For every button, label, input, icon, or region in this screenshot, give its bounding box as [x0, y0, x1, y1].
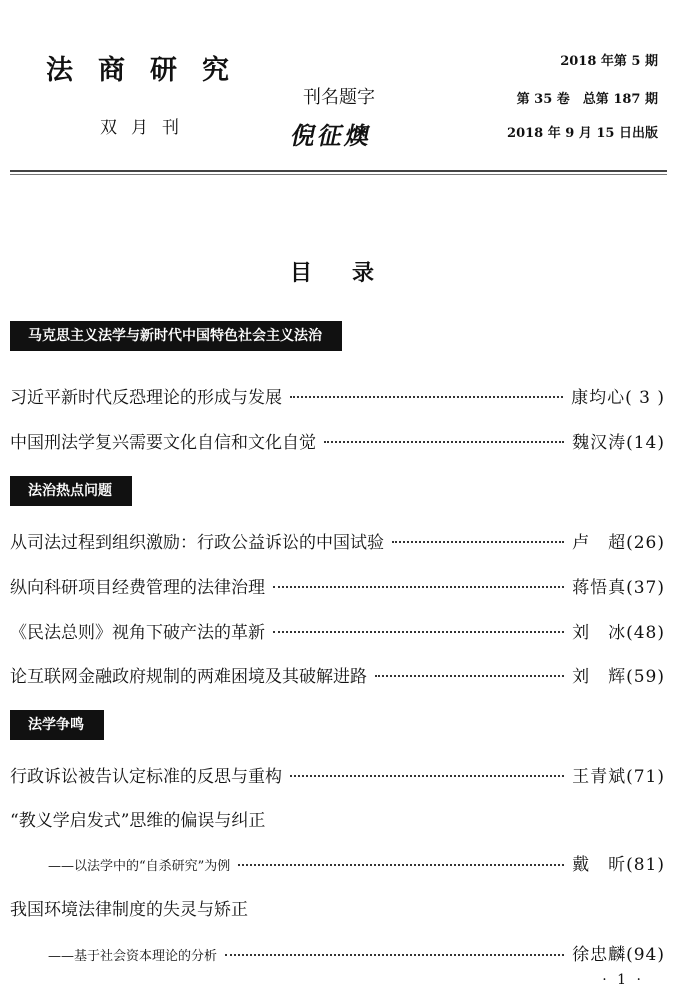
entry-author: 康均心 — [571, 388, 626, 408]
journal-title: 法商研究 — [46, 55, 254, 86]
publication-frequency: 双月刊 — [100, 118, 193, 138]
toc-entry[interactable] — [10, 383, 665, 409]
toc-title: 目录 — [290, 261, 415, 286]
toc-entry-subtitle-line[interactable] — [48, 850, 665, 876]
leader-dots — [290, 396, 563, 398]
entry-subtitle: ——以法学中的“自杀研究”为例 — [48, 859, 231, 874]
entry-author: 刘 冰 — [572, 623, 627, 643]
entry-page: (26) — [626, 533, 665, 553]
toc-entry[interactable] — [10, 428, 665, 454]
volume-info: 第 35 卷 总第 187 期 — [516, 92, 658, 107]
entry-title: 行政诉讼被告认定标准的反思与重构 — [10, 767, 282, 787]
entry-page: ( 3 ) — [625, 388, 665, 408]
section-heading: 马克思主义法学与新时代中国特色社会主义法治 — [10, 321, 342, 351]
entry-author: 蒋悟真 — [572, 578, 627, 598]
entry-page: (14) — [626, 433, 665, 453]
entry-title[interactable]: 我国环境法律制度的失灵与矫正 — [10, 900, 248, 920]
leader-dots — [273, 586, 564, 588]
entry-page: (81) — [626, 855, 665, 875]
entry-title: 习近平新时代反恐理论的形成与发展 — [10, 388, 282, 408]
entry-title: 中国刑法学复兴需要文化自信和文化自觉 — [10, 433, 316, 453]
entry-title: 《民法总则》视角下破产法的革新 — [10, 623, 265, 643]
entry-title: 从司法过程到组织激励：行政公益诉讼的中国试验 — [10, 533, 384, 553]
section-heading: 法学争鸣 — [10, 710, 104, 740]
entry-page: (59) — [626, 667, 665, 687]
section-heading: 法治热点问题 — [10, 476, 132, 506]
leader-dots — [238, 864, 564, 866]
entry-page: (94) — [626, 945, 665, 965]
entry-author: 戴 昕 — [572, 855, 627, 875]
publication-date: 2018 年 9 月 15 日出版 — [507, 126, 658, 141]
inscription-label: 刊名题字 — [303, 87, 375, 108]
header-rule-thin — [10, 174, 667, 175]
entry-author: 魏汉涛 — [572, 433, 627, 453]
entry-title: 纵向科研项目经费管理的法律治理 — [10, 578, 265, 598]
toc-entry[interactable] — [10, 662, 665, 688]
leader-dots — [290, 775, 564, 777]
entry-page: (48) — [626, 623, 665, 643]
leader-dots — [375, 675, 564, 677]
entry-author: 王青斌 — [572, 767, 627, 787]
toc-entry-subtitle-line[interactable] — [48, 940, 665, 966]
toc-entry[interactable] — [10, 573, 665, 599]
toc-entry[interactable] — [10, 762, 665, 788]
issue-number: 2018 年第 5 期 — [560, 54, 658, 69]
leader-dots — [392, 541, 564, 543]
toc-entry[interactable] — [10, 618, 665, 644]
entry-title: 论互联网金融政府规制的两难困境及其破解进路 — [10, 667, 367, 687]
header-rule — [10, 170, 667, 172]
leader-dots — [273, 631, 564, 633]
entry-author: 卢 超 — [572, 533, 627, 553]
entry-page: (71) — [626, 767, 665, 787]
entry-author: 刘 辉 — [572, 667, 627, 687]
leader-dots — [225, 954, 564, 956]
inscription-signature: 倪征燠 — [288, 122, 376, 150]
toc-entry[interactable] — [10, 528, 665, 554]
entry-author: 徐忠麟 — [572, 945, 627, 965]
entry-page: (37) — [626, 578, 665, 598]
page-number: · 1 · — [602, 972, 644, 988]
entry-title[interactable]: “教义学启发式”思维的偏误与纠正 — [10, 811, 266, 831]
entry-subtitle: ——基于社会资本理论的分析 — [48, 949, 218, 964]
leader-dots — [324, 441, 564, 443]
